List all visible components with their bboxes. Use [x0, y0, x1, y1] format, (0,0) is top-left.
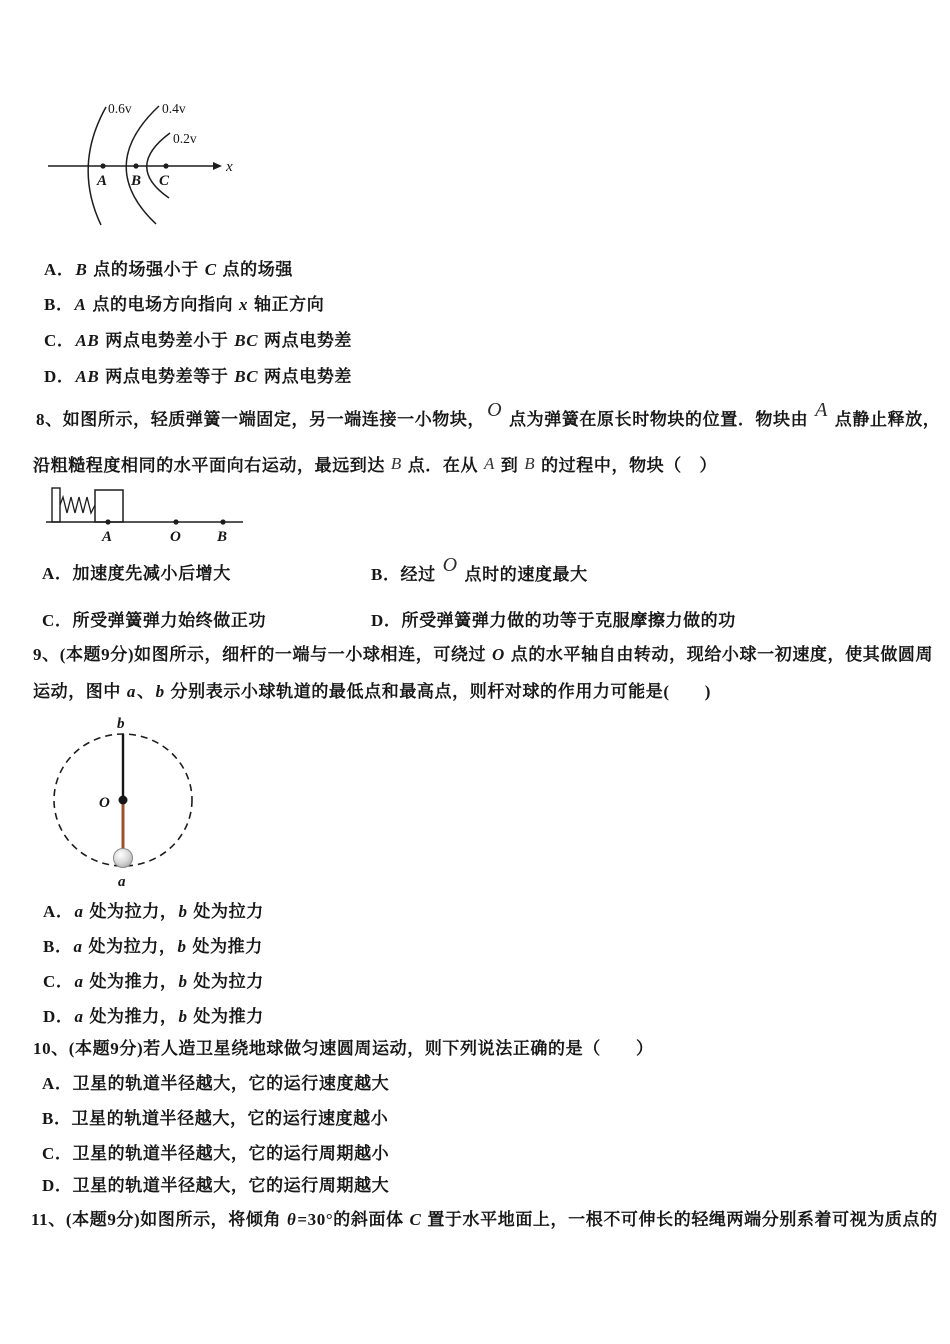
point-b-label: B — [131, 173, 142, 189]
label-0-2v: 0.2v — [173, 131, 197, 146]
point-a-dot — [100, 163, 105, 168]
point-c-dot — [163, 163, 168, 168]
q7-option-b: B．A 点的电场方向指向 x 轴正方向 — [44, 295, 325, 314]
q9-stem-line-2: 运动，图中 a、b 分别表示小球轨道的最低点和最高点，则杆对球的作用力可能是( ) — [33, 682, 712, 701]
q10-option-b: B．卫星的轨道半径越大，它的运行速度越小 — [42, 1109, 389, 1128]
q10-option-d: D．卫星的轨道半径越大，它的运行周期越大 — [42, 1176, 390, 1195]
q9-option-b: B．a 处为拉力，b 处为推力 — [43, 937, 263, 956]
q9-option-a: A．a 处为拉力，b 处为拉力 — [43, 902, 264, 921]
equipotential-figure — [40, 92, 240, 237]
spring-figure — [40, 478, 250, 548]
spring-point-o-label: O — [170, 529, 181, 545]
q7-option-d: D．AB 两点电势差等于 BC 两点电势差 — [44, 367, 353, 386]
q8-stem-line-1: 8、如图所示，轻质弹簧一端固定，另一端连接一小物块，O 点为弹簧在原长时物块的位置．物块由 A 点静止释放， — [36, 398, 941, 429]
label-0-6v: 0.6v — [108, 101, 132, 116]
block — [95, 490, 123, 522]
spring-coil — [60, 497, 95, 513]
label-0-4v: 0.4v — [162, 101, 186, 116]
orbit-top-label: b — [117, 716, 125, 732]
x-axis-label: x — [226, 159, 233, 175]
ball — [114, 849, 133, 868]
point-a-label: A — [97, 173, 108, 189]
spring-point-a-label: A — [102, 529, 113, 545]
x-axis-arrow-icon — [213, 162, 222, 170]
q10-option-c: C．卫星的轨道半径越大，它的运行周期越小 — [42, 1144, 390, 1163]
spring-point-b-dot — [220, 519, 225, 524]
q9-option-c: C．a 处为推力，b 处为拉力 — [43, 972, 264, 991]
q10-option-a: A．卫星的轨道半径越大，它的运行速度越大 — [42, 1074, 390, 1093]
q7-option-c: C．AB 两点电势差小于 BC 两点电势差 — [44, 331, 353, 350]
q8-option-b: B．经过 O 点时的速度最大 — [371, 553, 588, 584]
q11-stem: 11、(本题9分)如图所示，将倾角 θ=30°的斜面体 C 置于水平地面上，一根不可伸长的轻绳两端分别系着可视为质点的 — [31, 1210, 938, 1229]
equipotential-arc-0-4v — [126, 106, 159, 224]
pivot-o-dot — [119, 796, 128, 805]
point-b-dot — [133, 163, 138, 168]
q8-option-c: C．所受弹簧弹力始终做正功 — [42, 611, 267, 630]
orbit-bottom-label: a — [118, 874, 126, 890]
circular-motion-figure — [40, 708, 220, 898]
spring-point-b-label: B — [217, 529, 228, 545]
q8-option-d: D．所受弹簧弹力做的功等于克服摩擦力做的功 — [371, 611, 736, 630]
q8-stem-line-2: 沿粗糙程度相同的水平面向右运动，最远到达 B 点．在从 A 到 B 的过程中，物块（ ） — [33, 454, 718, 475]
q9-option-d: D．a 处为推力，b 处为推力 — [43, 1007, 264, 1026]
spring-point-o-dot — [173, 519, 178, 524]
wall — [52, 488, 60, 522]
q9-stem-line-1: 9、(本题9分)如图所示，细杆的一端与一小球相连，可绕过 O 点的水平轴自由转动，现给小球一初速度，使其做圆周 — [33, 645, 934, 664]
q7-option-a: A．B 点的场强小于 C 点的场强 — [44, 260, 293, 279]
spring-point-a-dot — [105, 519, 110, 524]
point-c-label: C — [159, 173, 170, 189]
q8-option-a: A．加速度先减小后增大 — [42, 564, 231, 583]
pivot-o-label: O — [99, 795, 110, 811]
q10-stem: 10、(本题9分)若人造卫星绕地球做匀速圆周运动，则下列说法正确的是（ ） — [33, 1039, 654, 1058]
